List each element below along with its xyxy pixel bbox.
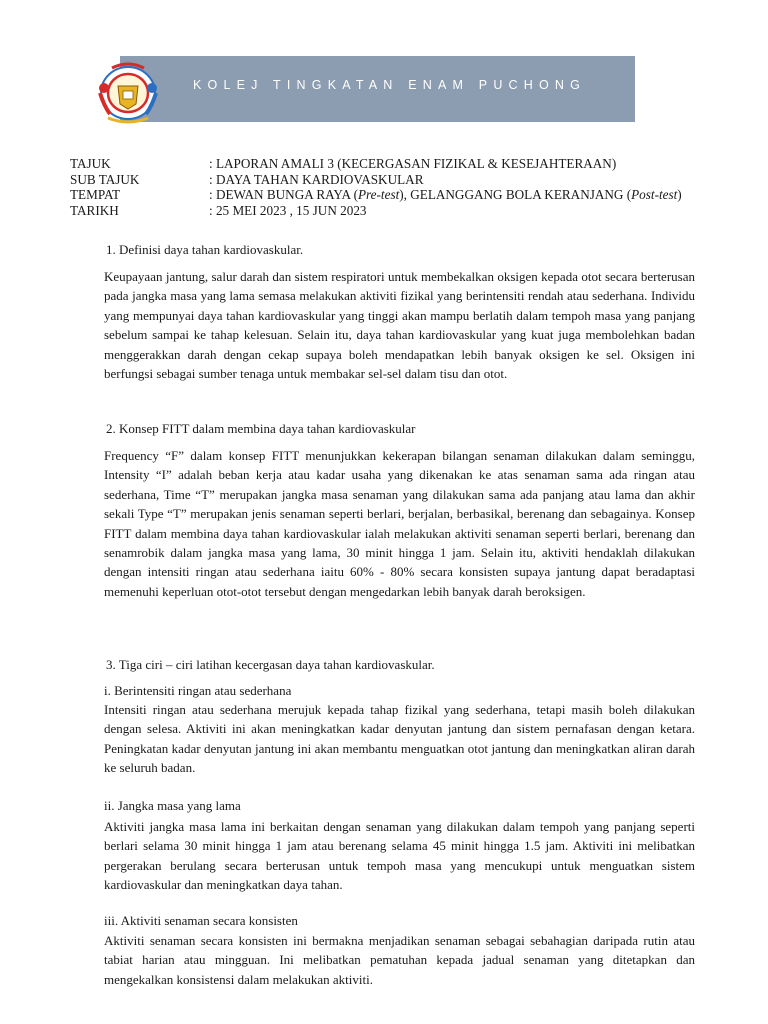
section-3ii-paragraph: Aktiviti jangka masa lama ini berkaitan dengan senaman yang dilakukan dalam tempoh yang panjang seperti berlari selama 30 minit hingga 1 jam atau berenang selama 45 minit hingga 1.5 jam. Aktiviti ini melibatkan pergerakan berulang secara berterusan untuk tempoh masa yang mencukupi untuk menguatkan sistem kardiovaskular dan meningkatkan daya tahan. <box>104 819 695 893</box>
tempat-prefix: : DEWAN BUNGA RAYA ( <box>209 187 358 202</box>
tempat-mid: ), GELANGGANG BOLA KERANJANG ( <box>399 187 632 202</box>
section-3i-paragraph: Intensiti ringan atau sederhana merujuk kepada tahap fizikal yang sederhana, tetapi masih boleh dilakukan dengan selesa. Aktiviti ini akan meningkatkan kadar denyutan jantung dan sistem pernafasan dengan ketara. Peningkatan kadar denyutan jantung ini akan membantu menguatkan otot jantung dan meningkatkan aliran darah ke seluruh badan. <box>104 702 695 776</box>
section-3iii-title: iii. Aktiviti senaman secara konsisten <box>104 913 298 928</box>
tarikh-value: : 25 MEI 2023 , 15 JUN 2023 <box>209 202 367 218</box>
subtajuk-value: : DAYA TAHAN KARDIOVASKULAR <box>209 171 424 187</box>
college-crest-icon <box>94 58 162 124</box>
section-1-heading: 1. Definisi daya tahan kardiovaskular. <box>106 242 304 257</box>
section-3-heading: 3. Tiga ciri – ciri latihan kecergasan daya tahan kardiovaskular. <box>106 657 435 672</box>
tajuk-value: : LAPORAN AMALI 3 (KECERGASAN FIZIKAL & KESEJAHTERAAN) <box>209 156 617 171</box>
tarikh-label: TARIKH <box>70 202 119 218</box>
tempat-suffix: ) <box>677 187 682 202</box>
section-1-paragraph: Keupayaan jantung, salur darah dan sistem respiratori untuk membekalkan oksigen kepada otot secara berterusan pada jangka masa yang lama semasa melakukan aktiviti fizikal yang berintensiti rendah atau sederhana. Individu yang mempunyai daya tahan kardiovaskular yang tinggi akan mampu berlatih dalam tempoh masa yang panjang sebelum sampai ke tahap kelesuan. Selain itu, daya tahan kardiovaskular yang kuat juga membolehkan badan menggerakkan darah dengan cekap supaya boleh mendapatkan lebih banyak oksigen ke sel. Oksigen ini berfungsi sebagai sumber tenaga untuk membakar sel-sel dalam tisu dan otot. <box>104 269 695 382</box>
tempat-pretest: Pre-test <box>357 187 400 202</box>
section-3iii-paragraph: Aktiviti senaman secara konsisten ini bermakna menjadikan senaman sebagai sebahagian daripada rutin atau tabiat harian atau mingguan. Ini melibatkan pematuhan kepada jadual senaman yang ditetapkan dan mengekalkan konsistensi dalam melakukan aktiviti. <box>104 933 695 987</box>
section-3i-title: i. Berintensiti ringan atau sederhana <box>104 683 292 698</box>
tajuk-label: TAJUK <box>70 156 111 171</box>
tempat-label: TEMPAT <box>70 187 121 202</box>
section-2-heading: 2. Konsep FITT dalam membina daya tahan kardiovaskular <box>106 421 416 436</box>
tempat-value <box>209 187 682 203</box>
subtajuk-label: SUB TAJUK <box>70 171 140 187</box>
section-3ii-title: ii. Jangka masa yang lama <box>104 798 241 813</box>
college-title: KOLEJ TINGKATAN ENAM PUCHONG <box>193 78 587 92</box>
section-2-paragraph: Frequency “F” dalam konsep FITT menunjukkan kekerapan bilangan senaman dilakukan dalam seminggu, Intensity “I” adalah beban kerja atau kadar usaha yang dikenakan ke atas senaman sama ada ringan atau sederhana, Time “T” merupakan jangka masa senaman yang dilakukan sama ada panjang atau lama dan akhir sekali Type “T” merupakan jenis senaman seperti berlari, berjalan, berbasikal, berenang dan sebagainya. Konsep FITT dalam membina daya tahan kardiovaskular ialah melakukan aktiviti senaman seperti berlari, berenang dan senamrobik dalam jangka masa yang lama, 30 minit hingga 1 jam. Selain itu, aktiviti hendaklah dilakukan dengan intensiti ringan atau sederhana iaitu 60% - 80% secara konsisten supaya jantung dapat beradaptasi memenuhi keperluan otot-otot tersebut dengan mengedarkan lebih banyak darah beroksigen. <box>104 448 695 599</box>
tempat-posttest: Post-test <box>631 187 678 202</box>
